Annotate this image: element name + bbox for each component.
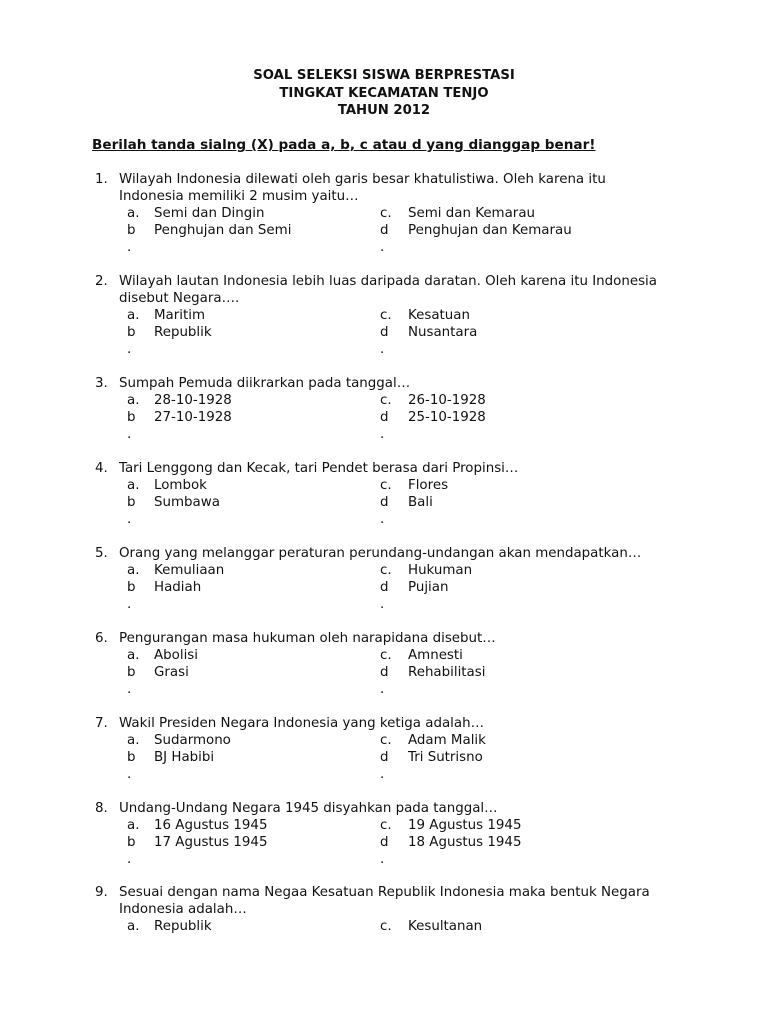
option-text: 16 Agustus 1945: [154, 818, 268, 833]
option-text: Grasi: [154, 665, 189, 680]
option-letter: a.: [127, 818, 140, 833]
option-letter: a.: [127, 919, 140, 934]
header-title: SOAL SELEKSI SISWA BERPRESTASI: [253, 68, 515, 83]
option-letter: d: [380, 223, 389, 238]
option-row: [0, 222, 768, 239]
header-level: TINGKAT KECAMATAN TENJO: [279, 85, 489, 101]
option-text: Nusantara: [408, 325, 478, 340]
option-row: [0, 647, 768, 664]
option-letter: c.: [380, 818, 392, 833]
instruction: Berilah tanda sialng (X) pada a, b, c atau d yang dianggap benar!: [92, 137, 596, 153]
option-row: [0, 834, 768, 851]
option-row: [0, 494, 768, 511]
question-line: [0, 171, 768, 188]
option-text: Kesatuan: [408, 308, 470, 323]
option-letter: d: [380, 750, 389, 765]
option-text: Rehabilitasi: [408, 665, 486, 680]
option-text: Hadiah: [154, 580, 202, 595]
option-letter: .: [380, 512, 385, 527]
option-row: [0, 205, 768, 222]
question-line: [0, 800, 768, 817]
question-text: Undang-Undang Negara 1945 disyahkan pada tanggal…: [119, 801, 498, 816]
question-9: [0, 884, 768, 935]
question-number: 9.: [95, 885, 108, 900]
option-text: Sumbawa: [154, 495, 220, 510]
question-4: [0, 460, 768, 528]
option-letter: .: [127, 682, 132, 697]
option-text: 18 Agustus 1945: [408, 835, 522, 850]
option-letter: .: [127, 512, 132, 527]
option-letter: .: [127, 240, 132, 255]
option-row: [0, 579, 768, 596]
option-letter: a.: [127, 393, 140, 408]
option-text: Amnesti: [408, 648, 463, 663]
question-8: [0, 800, 768, 868]
question-line: [0, 901, 768, 918]
option-text: Sudarmono: [154, 733, 231, 748]
option-letter: d: [380, 665, 389, 680]
option-text: Flores: [408, 478, 449, 493]
question-line: [0, 375, 768, 392]
option-letter: a.: [127, 478, 140, 493]
option-row: [0, 749, 768, 766]
option-row: [0, 817, 768, 834]
option-row: [0, 477, 768, 494]
option-text: 19 Agustus 1945: [408, 818, 522, 833]
option-letter: .: [380, 597, 385, 612]
option-text: 17 Agustus 1945: [154, 835, 268, 850]
option-letter: .: [380, 682, 385, 697]
option-letter: a.: [127, 648, 140, 663]
option-text: Semi dan Kemarau: [408, 206, 536, 221]
option-letter: .: [380, 767, 385, 782]
option-letter: c.: [380, 308, 392, 323]
option-letter: c.: [380, 478, 392, 493]
option-row: [0, 766, 768, 783]
question-line: [0, 630, 768, 647]
option-letter: .: [380, 342, 385, 357]
question-text: Sumpah Pemuda diikrarkan pada tanggal…: [119, 376, 411, 391]
option-letter: b: [127, 410, 136, 425]
question-number: 3.: [95, 376, 108, 391]
option-text: Republik: [154, 919, 212, 934]
question-line: [0, 188, 768, 205]
option-row: [0, 851, 768, 868]
option-row: [0, 239, 768, 256]
question-number: 8.: [95, 801, 108, 816]
option-letter: d: [380, 495, 389, 510]
option-text: 25-10-1928: [408, 410, 486, 425]
option-letter: c.: [380, 733, 392, 748]
question-5: [0, 545, 768, 613]
option-text: Republik: [154, 325, 212, 340]
question-6: [0, 630, 768, 698]
option-text: Kemuliaan: [154, 563, 225, 578]
option-text: Penghujan dan Semi: [154, 223, 292, 238]
question-text: Orang yang melanggar peraturan perundang-undangan akan mendapatkan…: [119, 546, 642, 561]
option-text: Tri Sutrisno: [408, 750, 483, 765]
option-letter: a.: [127, 563, 140, 578]
option-letter: c.: [380, 563, 392, 578]
option-letter: c.: [380, 206, 392, 221]
question-number: 5.: [95, 546, 108, 561]
question-2: [0, 273, 768, 358]
option-row: [0, 511, 768, 528]
option-row: [0, 307, 768, 324]
option-letter: b: [127, 665, 136, 680]
header-year: TAHUN 2012: [337, 103, 431, 118]
option-letter: .: [380, 427, 385, 442]
question-text: Indonesia memiliki 2 musim yaitu…: [119, 189, 359, 204]
option-letter: a.: [127, 308, 140, 323]
question-text: Pengurangan masa hukuman oleh narapidana disebut…: [119, 631, 496, 646]
option-text: Kesultanan: [408, 919, 483, 934]
option-letter: b: [127, 495, 136, 510]
option-row: [0, 341, 768, 358]
question-number: 4.: [95, 461, 108, 476]
question-text: Wakil Presiden Negara Indonesia yang ketiga adalah…: [119, 716, 484, 731]
question-number: 6.: [95, 631, 108, 646]
option-text: Maritim: [154, 308, 205, 323]
option-text: Penghujan dan Kemarau: [408, 223, 572, 238]
option-row: [0, 562, 768, 579]
option-row: [0, 664, 768, 681]
question-line: [0, 545, 768, 562]
option-letter: d: [380, 410, 389, 425]
question-7: [0, 715, 768, 783]
question-line: [0, 460, 768, 477]
option-letter: .: [380, 852, 385, 867]
question-text: Indonesia adalah…: [119, 902, 247, 917]
question-text: Tari Lenggong dan Kecak, tari Pendet berasa dari Propinsi…: [119, 461, 519, 476]
option-text: 28-10-1928: [154, 393, 232, 408]
question-text: Sesuai dengan nama Negaa Kesatuan Republik Indonesia maka bentuk Negara: [119, 885, 650, 900]
question-3: [0, 375, 768, 443]
option-letter: d: [380, 835, 389, 850]
option-letter: c.: [380, 648, 392, 663]
option-letter: a.: [127, 206, 140, 221]
option-row: [0, 596, 768, 613]
option-row: [0, 392, 768, 409]
option-letter: .: [127, 427, 132, 442]
option-letter: a.: [127, 733, 140, 748]
option-text: Bali: [408, 495, 433, 510]
option-row: [0, 426, 768, 443]
option-letter: .: [127, 597, 132, 612]
question-number: 1.: [95, 172, 108, 187]
question-text: Wilayah Indonesia dilewati oleh garis besar khatulistiwa. Oleh karena itu: [119, 172, 606, 187]
option-letter: c.: [380, 393, 392, 408]
option-text: Semi dan Dingin: [154, 206, 265, 221]
option-letter: .: [127, 342, 132, 357]
option-letter: b: [127, 580, 136, 595]
question-line: [0, 290, 768, 307]
question-line: [0, 715, 768, 732]
question-number: 2.: [95, 274, 108, 289]
option-text: Pujian: [408, 580, 449, 595]
option-text: BJ Habibi: [154, 750, 215, 765]
question-text: Wilayah lautan Indonesia lebih luas daripada daratan. Oleh karena itu Indonesia: [119, 274, 657, 289]
option-text: Adam Malik: [408, 733, 486, 748]
option-letter: d: [380, 325, 389, 340]
option-letter: b: [127, 835, 136, 850]
question-line: [0, 273, 768, 290]
question-line: [0, 884, 768, 901]
option-text: Abolisi: [154, 648, 198, 663]
option-row: [0, 409, 768, 426]
option-text: 27-10-1928: [154, 410, 232, 425]
question-text: disebut Negara….: [119, 291, 240, 306]
option-letter: .: [127, 767, 132, 782]
question-number: 7.: [95, 716, 108, 731]
option-text: Lombok: [154, 478, 207, 493]
option-row: [0, 324, 768, 341]
question-1: [0, 171, 768, 256]
option-letter: b: [127, 750, 136, 765]
option-row: [0, 918, 768, 935]
option-letter: d: [380, 580, 389, 595]
option-row: [0, 732, 768, 749]
option-letter: .: [127, 852, 132, 867]
option-text: 26-10-1928: [408, 393, 486, 408]
option-letter: b: [127, 325, 136, 340]
exam-header: [0, 67, 768, 120]
option-letter: b: [127, 223, 136, 238]
option-text: Hukuman: [408, 563, 473, 578]
option-letter: c.: [380, 919, 392, 934]
option-letter: .: [380, 240, 385, 255]
option-row: [0, 681, 768, 698]
